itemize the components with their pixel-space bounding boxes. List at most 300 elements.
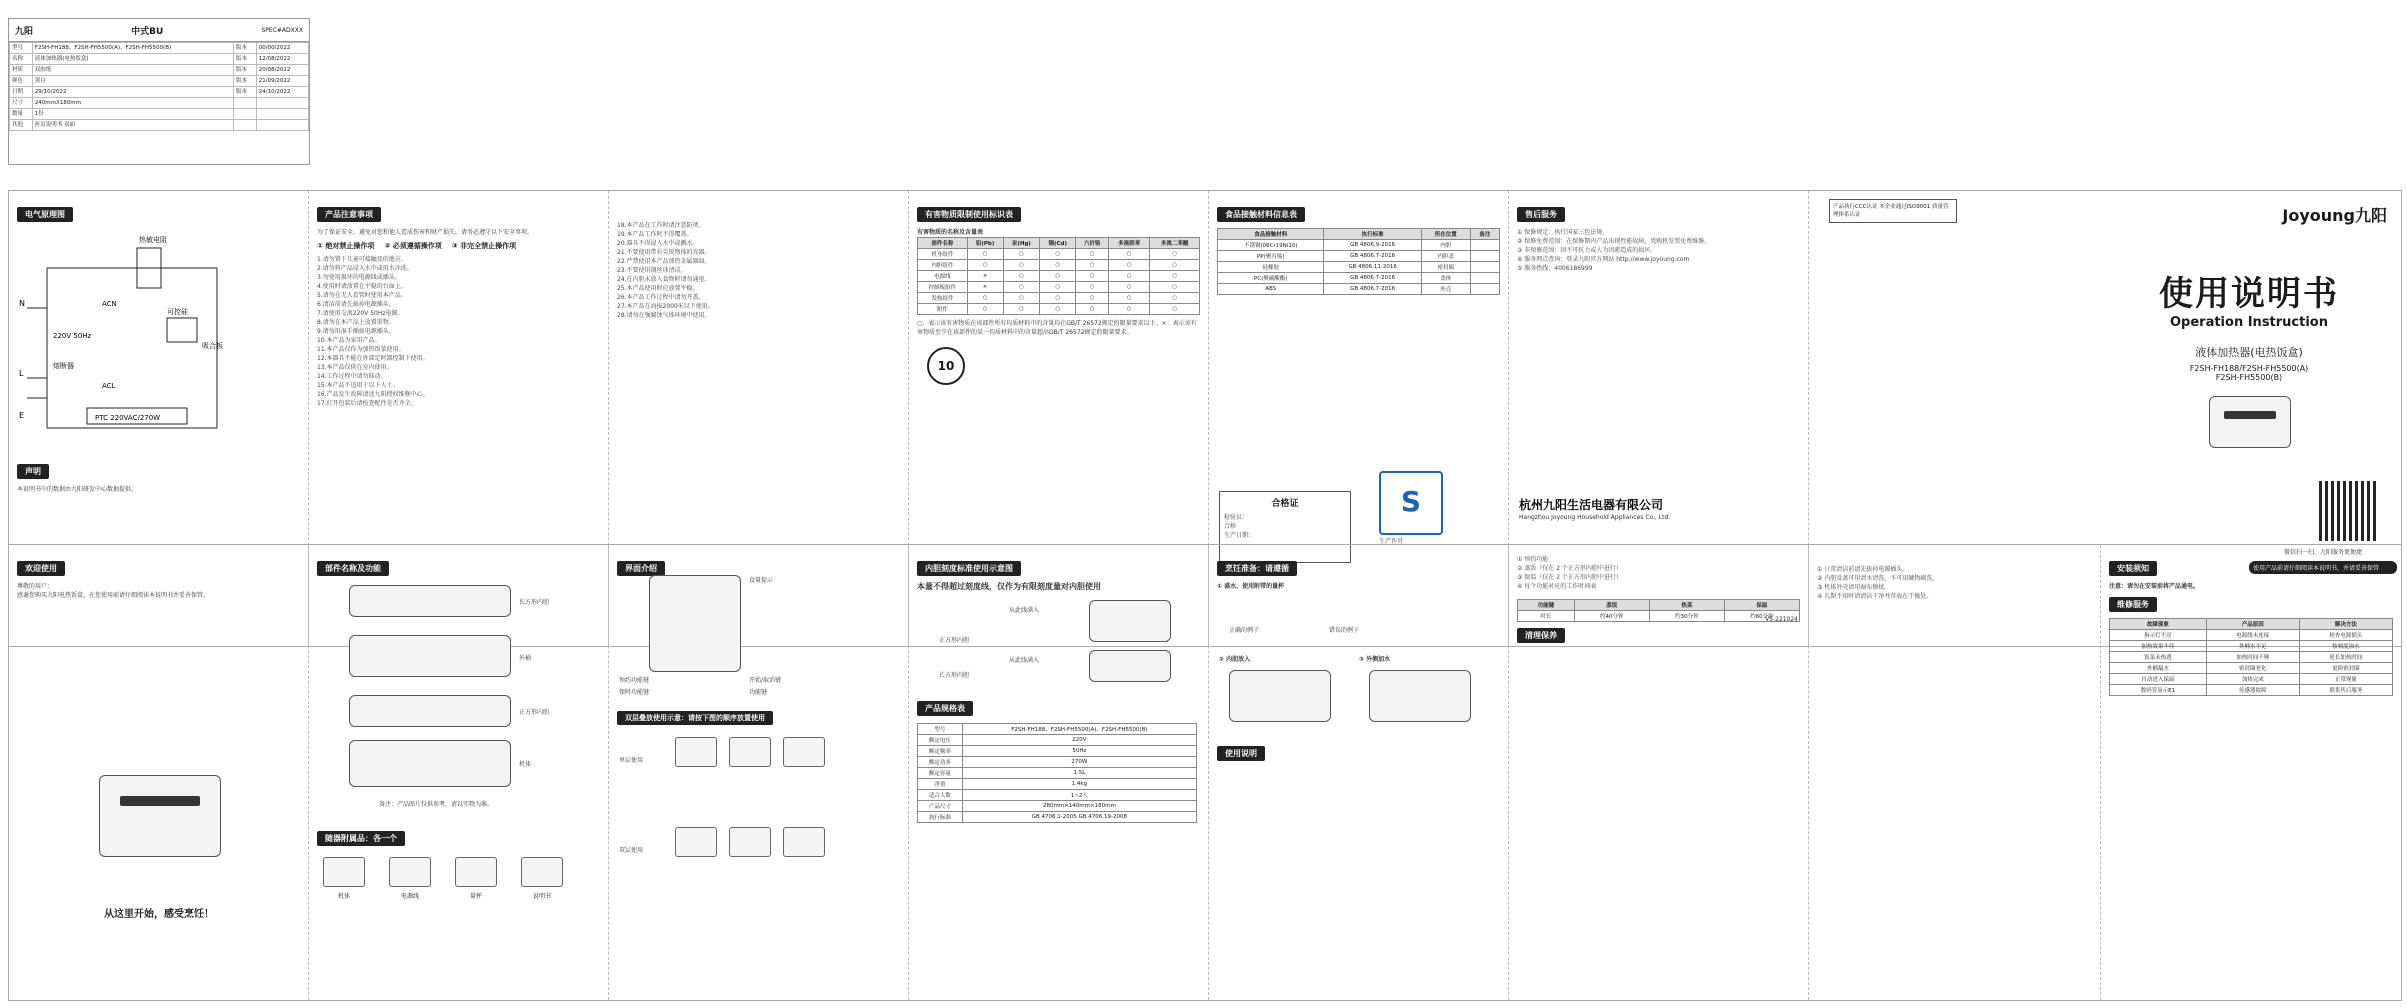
interface-label-0: 食量提示 <box>749 577 774 584</box>
product-spec-cell: 产品尺寸 <box>918 801 963 812</box>
food-row <box>1218 251 1500 262</box>
hazard-cell: ○ <box>1109 249 1150 260</box>
product-spec-row <box>918 768 1197 779</box>
function-cell: 约30分钟 <box>1649 611 1724 622</box>
combo-step-4 <box>675 827 717 857</box>
spec-cell: 材质 <box>10 65 33 76</box>
function-item: ④ 每个功能对应的工作时间表 <box>1517 583 1597 590</box>
accessories-header: 随器附属品：各一个 <box>317 831 405 846</box>
spec-cell: 尺寸 <box>10 98 33 109</box>
function-item: ② 蒸饭（仅在 2 个正方形内胆中进行） <box>1517 565 1622 572</box>
hazard-cell: 附件 <box>918 304 968 315</box>
product-spec-cell: 220V <box>962 735 1196 746</box>
repair-header: 维修服务 <box>2109 597 2157 612</box>
care-panel <box>1809 545 2101 1000</box>
hazard-cell: ○ <box>1150 249 1200 260</box>
trouble-cell: 加热完成 <box>2206 674 2299 685</box>
capacity-square-pot <box>1089 600 1171 642</box>
spec-cell: 日期 <box>10 87 33 98</box>
function-col: 功能键 <box>1518 600 1575 611</box>
hazard-cell: ○ <box>967 304 1003 315</box>
qr-caption: 微信扫一扫，九阳服务更便捷 <box>2284 549 2363 556</box>
spec-row <box>10 109 309 120</box>
care-list <box>1817 565 2092 601</box>
capacity-header: 内胆刻度标准使用示意图 <box>917 561 1021 576</box>
welcome-greeting: 尊敬的用户： <box>17 583 54 590</box>
combo-row-double: 双层使用 <box>619 847 644 854</box>
capacity-panel <box>909 545 1209 1000</box>
parts-outer-bucket <box>349 635 511 677</box>
safety-item: 16.产品发生故障请送九阳授权维修中心。 <box>317 391 429 398</box>
circuit-label-relay: 吸合板 <box>202 342 223 350</box>
trouble-cell: 传感器故障 <box>2206 685 2299 696</box>
food-cell <box>1470 262 1499 273</box>
product-spec-table <box>917 723 1197 823</box>
parts-label-body: 机体 <box>519 761 532 768</box>
certificate-fields <box>1220 509 1350 544</box>
hazard-col: 铅(Pb) <box>967 238 1003 249</box>
hazard-col: 镉(Cd) <box>1040 238 1076 249</box>
cover-titles <box>2109 266 2389 382</box>
parts-header: 部件名称及功能 <box>317 561 389 576</box>
safety-header: 产品注意事项 <box>317 207 381 222</box>
cover-title-en: Operation Instruction <box>2169 315 2328 330</box>
circuit-label-fuse: 熔断器 <box>53 362 74 370</box>
cover-title-cn: 使用说明书 <box>2159 274 2339 314</box>
hazard-cell: ○ <box>1076 249 1109 260</box>
company-cn: 杭州九阳生活电器有限公司 <box>1519 498 1664 512</box>
hazard-cell: ○ <box>1040 260 1076 271</box>
hazard-cell: ○ <box>1109 282 1150 293</box>
capacity-label-3: 从此线满入 <box>1009 657 1040 664</box>
safety-item: 7.请使用交流220V 50Hz电源。 <box>317 310 404 317</box>
combo-step-2 <box>729 737 771 767</box>
spec-table <box>9 42 309 131</box>
spec-brand: 九阳 <box>15 26 34 37</box>
safety-item: 11.本产品仅作为加热饭菜使用。 <box>317 346 405 353</box>
product-spec-cell: 额定容量 <box>918 768 963 779</box>
statement-header: 声明 <box>17 464 49 479</box>
trouble-row <box>2110 685 2393 696</box>
hazard-cell: 内胆组件 <box>918 260 968 271</box>
welcome-product-image <box>99 775 221 857</box>
spec-cell: 版本 <box>233 76 256 87</box>
spec-cell: 数量 <box>10 109 33 120</box>
safety-sign: ② 必须遵循操作项 <box>384 242 442 250</box>
company-en: Hangzhou Joyoung Household Appliances Co., Ltd. <box>1519 514 1671 521</box>
safety-item: 24.在内胆未放入食物时请勿通电。 <box>617 276 711 283</box>
safety-item: 12.本器具不能在外部定时器控制下使用。 <box>317 355 429 362</box>
use-instructions-header: 使用说明 <box>1217 746 1265 761</box>
safety-item: 18.本产品在工作时请注意防烫。 <box>617 222 705 229</box>
accessory-label: 量杯 <box>469 893 482 900</box>
accessory-item <box>383 855 437 900</box>
spec-cell: 12/08/2022 <box>256 54 308 65</box>
hazard-cell: ○ <box>1076 260 1109 271</box>
cover-bottom-note: 使用产品前请仔细阅读本说明书，并请妥善保管 <box>2249 561 2397 574</box>
spec-cell: 21/09/2022 <box>256 76 308 87</box>
trouble-col: 产品原因 <box>2206 619 2299 630</box>
accessory-image <box>323 857 365 887</box>
hazard-subtitle: 有害物质的名称及含量表 <box>917 229 984 236</box>
spec-cell <box>233 120 256 131</box>
product-spec-cell: 型号 <box>918 724 963 735</box>
hazard-cell: ○ <box>1150 304 1200 315</box>
hazard-col: 汞(Hg) <box>1003 238 1040 249</box>
trouble-cell: 加热效果不佳 <box>2110 641 2207 652</box>
food-cell: 内胆盖 <box>1421 251 1470 262</box>
spec-cell: 00/00/2022 <box>256 43 308 54</box>
spec-cell: 20/08/2022 <box>256 65 308 76</box>
hazard-cell: × <box>967 282 1003 293</box>
hazard-cell: ○ <box>1150 271 1200 282</box>
usage-header: 烹饪准备：请遵循 <box>1217 561 1297 576</box>
hazard-cell: ○ <box>1109 293 1150 304</box>
safety-item: 10.本产品为家用产品。 <box>317 337 381 344</box>
food-cell: 密封圈 <box>1421 262 1470 273</box>
safety-item: 1.请勿置于儿童可接触及的地方。 <box>317 256 407 263</box>
capacity-rect-pot <box>1089 650 1171 682</box>
hazard-row <box>918 282 1200 293</box>
safety-item: 19.本产品工作时不得覆盖。 <box>617 231 693 238</box>
circuit-label-acn: ACN <box>102 300 117 308</box>
capacity-label-1: 正方形内胆 <box>939 637 970 644</box>
parts-body <box>349 740 511 787</box>
food-cell <box>1470 251 1499 262</box>
function-row <box>1518 611 1800 622</box>
safety-item: 3.勿使用损坏的电源线或插头。 <box>317 274 401 281</box>
parts-panel <box>309 545 609 1000</box>
hazard-col: 六价铬 <box>1076 238 1109 249</box>
hazard-cell: ○ <box>967 260 1003 271</box>
food-cell: PC(聚碳酸酯) <box>1218 273 1324 284</box>
spec-cell <box>256 120 308 131</box>
product-spec-cell: F2SH-FH188、F2SH-FH5500(A)、F2SH-FH5500(B) <box>962 724 1196 735</box>
function-item: ① 预约功能 <box>1517 556 1549 563</box>
interface-label-4: 功能键 <box>749 689 768 696</box>
combo-images-double <box>669 825 831 863</box>
trouble-cell: 外桶漏水 <box>2110 663 2207 674</box>
hazard-cell: ○ <box>1040 282 1076 293</box>
electric-header: 电气原理图 <box>17 207 73 222</box>
product-spec-row <box>918 812 1197 823</box>
hazard-cell: ○ <box>1003 249 1040 260</box>
service-header: 售后服务 <box>1517 207 1565 222</box>
food-cell: ABS <box>1218 284 1324 295</box>
hazard-row <box>918 293 1200 304</box>
circuit-label-power: 220V 50Hz <box>53 332 92 340</box>
accessory-item <box>317 855 371 900</box>
statement-text: 本说明书中的数据由九阳研发中心数据提供。 <box>17 486 138 493</box>
spec-cell: F2SH-FH188、F2SH-FH5500(A)、F2SH-FH5500(B) <box>32 43 233 54</box>
hazard-col: 多溴联苯 <box>1109 238 1150 249</box>
hazard-cell: ○ <box>1150 293 1200 304</box>
functions-panel <box>1509 545 1809 1000</box>
usage-correct: 正确的例子 <box>1229 627 1260 634</box>
service-item: ④ 服务网点查询：登录九阳官方网站 http://www.joyoung.com <box>1517 256 1690 263</box>
trouble-row <box>2110 663 2393 674</box>
product-spec-cell: 280mm×140mm×180mm <box>962 801 1196 812</box>
product-spec-cell: 额定电压 <box>918 735 963 746</box>
accessory-label: 机体 <box>337 893 350 900</box>
food-col: 食品接触材料 <box>1218 229 1324 240</box>
install-header: 安装须知 <box>2109 561 2157 576</box>
welcome-slogan: 从这里开始，感受烹饪！ <box>104 909 214 920</box>
spec-cell: 双胶纸 <box>32 65 233 76</box>
hazard-cell: 控制板组件 <box>918 282 968 293</box>
spec-cell: 29/10/2022 <box>32 87 233 98</box>
usage-step-1: ① 盛水，使用附带的量杯 <box>1217 583 1285 590</box>
welcome-product-display <box>120 796 200 806</box>
clean-header: 清理保养 <box>1517 628 1565 643</box>
cert-field: 生产日期： <box>1224 532 1255 539</box>
product-spec-cell: 净重 <box>918 779 963 790</box>
company-block <box>1519 496 1670 522</box>
seal-caption: 生产许可 <box>1379 538 1404 545</box>
usage-panel <box>1209 545 1509 1000</box>
accessory-image <box>389 857 431 887</box>
accessory-label: 电源线 <box>400 893 419 900</box>
certification-stamp: 产品执行CCC认证 本企业通过ISO9001 质量管理体系认证 <box>1829 199 1957 223</box>
cert-field: 合格 <box>1224 523 1237 530</box>
food-header: 食品接触材料信息表 <box>1217 207 1305 222</box>
safety-item: 13.本产品仅供在室内使用。 <box>317 364 393 371</box>
service-list <box>1517 228 1800 273</box>
trouble-cell: 电源线未连接 <box>2206 630 2299 641</box>
hazard-row <box>918 304 1200 315</box>
hazard-cell: ○ <box>1003 260 1040 271</box>
food-cell: GB 4806.11-2016 <box>1324 262 1421 273</box>
hazard-cell: ○ <box>1040 271 1076 282</box>
hazard-cell: ○ <box>967 293 1003 304</box>
safety-item: 15.本产品不适用于以下人士。 <box>317 382 399 389</box>
trouble-cell: 加热时间不够 <box>2206 652 2299 663</box>
spec-cell: 版本 <box>233 65 256 76</box>
hazard-cell: ○ <box>1040 304 1076 315</box>
function-col: 蒸饭 <box>1574 600 1649 611</box>
product-spec-cell: 1~2人 <box>962 790 1196 801</box>
safety-item: 14.工作过程中请勿移动。 <box>317 373 387 380</box>
spec-cell <box>256 98 308 109</box>
care-item: ④ 长期不用时请清洁干净并存放在干燥处。 <box>1817 593 1933 600</box>
trouble-cell: 更换密封圈 <box>2299 663 2392 674</box>
hazard-cell: ○ <box>1040 293 1076 304</box>
trouble-cell: 按刻度加水 <box>2299 641 2392 652</box>
spec-header <box>9 19 309 42</box>
safety-list <box>317 255 600 408</box>
care-item: ② 内胆及盖可用清水清洗，不可用硬物刷洗。 <box>1817 575 1939 582</box>
interface-header: 界面介绍 <box>617 561 665 576</box>
safety-item: 23.不要使用钢丝球清洁。 <box>617 267 687 274</box>
service-item: ③ 非保修范围：因不可抗力或人为因素造成的损坏。 <box>1517 247 1657 254</box>
certificate-title: 合格证 <box>1271 499 1299 509</box>
parts-label-rect: 长方形内胆 <box>519 599 550 606</box>
trouble-cell: 检查电源插头 <box>2299 630 2392 641</box>
recycle-icon: 10 <box>927 347 965 385</box>
combo-images-single <box>669 735 831 773</box>
circuit-label-n: N <box>19 299 25 308</box>
safety-item: 26.本产品工作过程中请勿开盖。 <box>617 294 705 301</box>
safety-item: 2.请勿将产品浸入水中或用水冲洗。 <box>317 265 413 272</box>
usage-step-3: ③ 外侧加水 <box>1359 656 1391 663</box>
spec-sheet <box>8 18 310 165</box>
spec-row <box>10 54 309 65</box>
welcome-panel <box>9 545 309 1000</box>
hazard-cell: ○ <box>1109 271 1150 282</box>
function-cell: 时长 <box>1518 611 1575 622</box>
spec-row <box>10 43 309 54</box>
food-col: 备注 <box>1470 229 1499 240</box>
product-spec-row <box>918 724 1197 735</box>
trouble-col: 故障现象 <box>2110 619 2207 630</box>
spec-cell: 名称 <box>10 54 33 65</box>
function-cell: 约60分钟 <box>1724 611 1799 622</box>
capacity-label-0: 从此线满入 <box>1009 607 1040 614</box>
food-cell <box>1470 273 1499 284</box>
parts-square-pot <box>349 695 511 727</box>
circuit-label-thermistor: 热敏电阻 <box>139 236 167 244</box>
product-spec-cell: 1.4kg <box>962 779 1196 790</box>
brand-logo: Joyoung九阳 <box>2282 206 2387 225</box>
product-spec-row <box>918 790 1197 801</box>
safety-item: 20.器具不得浸入水中或溅水。 <box>617 240 699 247</box>
bottom-row <box>8 544 2402 1001</box>
food-cell: 不锈钢(06Cr19Ni10) <box>1218 240 1324 251</box>
capacity-note: 本量不得超过刻度线，仅作为有限刻度量对内胆使用 <box>917 582 1101 591</box>
spec-series: 中式BU <box>131 26 164 37</box>
capacity-label-2: 长方形内胆 <box>939 672 970 679</box>
food-cell <box>1470 284 1499 295</box>
hazard-cell: ○ <box>1040 249 1076 260</box>
food-row <box>1218 240 1500 251</box>
safety-item: 27.本产品在海拔2000米以下使用。 <box>617 303 714 310</box>
trouble-cell: 联系售后服务 <box>2299 685 2392 696</box>
trouble-cell: 正常现象 <box>2299 674 2392 685</box>
spec-cell: 折页说明书 双面 <box>32 120 233 131</box>
combo-row-single: 单层使用 <box>619 757 644 764</box>
combo-header: 双层叠放使用示意：请按下图的顺序放置使用 <box>617 711 773 725</box>
version-code: V5-221024 <box>1765 616 1798 623</box>
trouble-cell: 数码管显示E1 <box>2110 685 2207 696</box>
product-display <box>2224 411 2276 419</box>
food-col: 所在位置 <box>1421 229 1470 240</box>
hazard-cell: ○ <box>1076 271 1109 282</box>
trouble-row <box>2110 652 2393 663</box>
spec-table-header: 产品规格表 <box>917 701 973 716</box>
accessory-item <box>515 855 569 900</box>
spec-row <box>10 65 309 76</box>
accessory-image <box>455 857 497 887</box>
spec-cell: 版本 <box>233 43 256 54</box>
trouble-cell: 自动进入保温 <box>2110 674 2207 685</box>
food-table <box>1217 228 1500 295</box>
product-spec-row <box>918 746 1197 757</box>
hazard-row <box>918 271 1200 282</box>
hazard-cell: ○ <box>1003 293 1040 304</box>
hazard-col: 部件名称 <box>918 238 968 249</box>
cover-model-2: F2SH-FH5500(B) <box>2215 373 2283 382</box>
safety-sign: ① 绝对禁止操作项 <box>317 242 375 250</box>
food-cell: GB 4806.7-2016 <box>1324 273 1421 284</box>
product-image <box>2209 396 2291 448</box>
food-cell: 盖体 <box>1421 273 1470 284</box>
spec-code: SPEC#ADXXX <box>261 26 303 34</box>
welcome-text: 感谢您购买九阳电热饭盒。在您使用前请仔细阅读本说明书并妥善保管。 <box>17 592 210 599</box>
product-spec-cell: 50Hz <box>962 746 1196 757</box>
parts-label-square: 正方形内胆 <box>519 709 550 716</box>
production-license-seal: S <box>1379 471 1443 535</box>
service-item: ⑤ 服务热线：4006186999 <box>1517 265 1593 272</box>
spec-row <box>10 120 309 131</box>
hazard-cell: ○ <box>1150 282 1200 293</box>
safety-item: 9.请勿用湿手插拔电源插头。 <box>317 328 395 335</box>
trouble-cell: 指示灯不亮 <box>2110 630 2207 641</box>
food-cell: 硅橡胶 <box>1218 262 1324 273</box>
hazard-row <box>918 249 1200 260</box>
hazard-cell: ○ <box>1150 260 1200 271</box>
combo-step-5 <box>729 827 771 857</box>
spec-cell <box>233 98 256 109</box>
spec-row <box>10 76 309 87</box>
spec-cell <box>256 109 308 120</box>
hazard-cell: ○ <box>1076 282 1109 293</box>
trouble-panel <box>2101 545 2401 1000</box>
food-row <box>1218 273 1500 284</box>
install-note: 注意：请勿在安装前将产品通电。 <box>2109 583 2200 590</box>
interface-panel <box>609 545 909 1000</box>
safety-item: 28.请勿在强腐蚀气体环境中使用。 <box>617 312 711 319</box>
safety-sign: ③ 非完全禁止操作项 <box>451 242 517 250</box>
trouble-cell: 密封圈老化 <box>2206 663 2299 674</box>
interface-label-2: 保时功能键 <box>619 689 650 696</box>
spec-cell: 其他 <box>10 120 33 131</box>
hazard-cell: ○ <box>1003 282 1040 293</box>
trouble-table <box>2109 618 2393 696</box>
usage-image-outer <box>1369 670 1471 722</box>
welcome-header: 欢迎使用 <box>17 561 65 576</box>
product-spec-cell: 270W <box>962 757 1196 768</box>
food-cell: GB 4806.7-2016 <box>1324 284 1421 295</box>
trouble-cell: 饭菜未热透 <box>2110 652 2207 663</box>
service-item: ① 保修规定：执行国家三包法规。 <box>1517 229 1609 236</box>
hazard-note: ○：表示该有害物质在该部件所有均质材料中的含量均在GB/T 26572规定的限量要求以下。×：表示该有害物质至少在该部件的某一均质材料中的含量超出GB/T 26572规定的限量要求。 <box>917 320 1197 336</box>
care-item: ① 日常清洁前请先拔掉电源插头。 <box>1817 566 1909 573</box>
hazard-cell: ○ <box>1076 304 1109 315</box>
product-spec-row <box>918 779 1197 790</box>
circuit-label-scr: 可控硅 <box>167 308 188 316</box>
food-row <box>1218 284 1500 295</box>
parts-inner-lid <box>349 585 511 617</box>
hazard-cell: × <box>967 271 1003 282</box>
accessory-image <box>521 857 563 887</box>
qr-code <box>2319 481 2379 541</box>
spec-row <box>10 87 309 98</box>
cover-product: 液体加热器(电热饭盒) <box>2195 346 2303 359</box>
accessories-list <box>317 855 581 900</box>
safety-item: 25.本产品使用时应放置平稳。 <box>617 285 699 292</box>
food-col: 执行标准 <box>1324 229 1421 240</box>
trouble-cell: 外桶水不足 <box>2206 641 2299 652</box>
accessory-label: 说明书 <box>532 893 551 900</box>
interface-label-3: 开始/取消键 <box>749 677 782 684</box>
hazard-cell: ○ <box>1109 260 1150 271</box>
hazard-cell: ○ <box>1076 293 1109 304</box>
interface-label-1: 预约功能键 <box>619 677 650 684</box>
hazard-cell: 机身组件 <box>918 249 968 260</box>
usage-wrong: 错误的例子 <box>1329 627 1360 634</box>
functions-list <box>1517 555 1800 591</box>
combo-step-3 <box>783 737 825 767</box>
